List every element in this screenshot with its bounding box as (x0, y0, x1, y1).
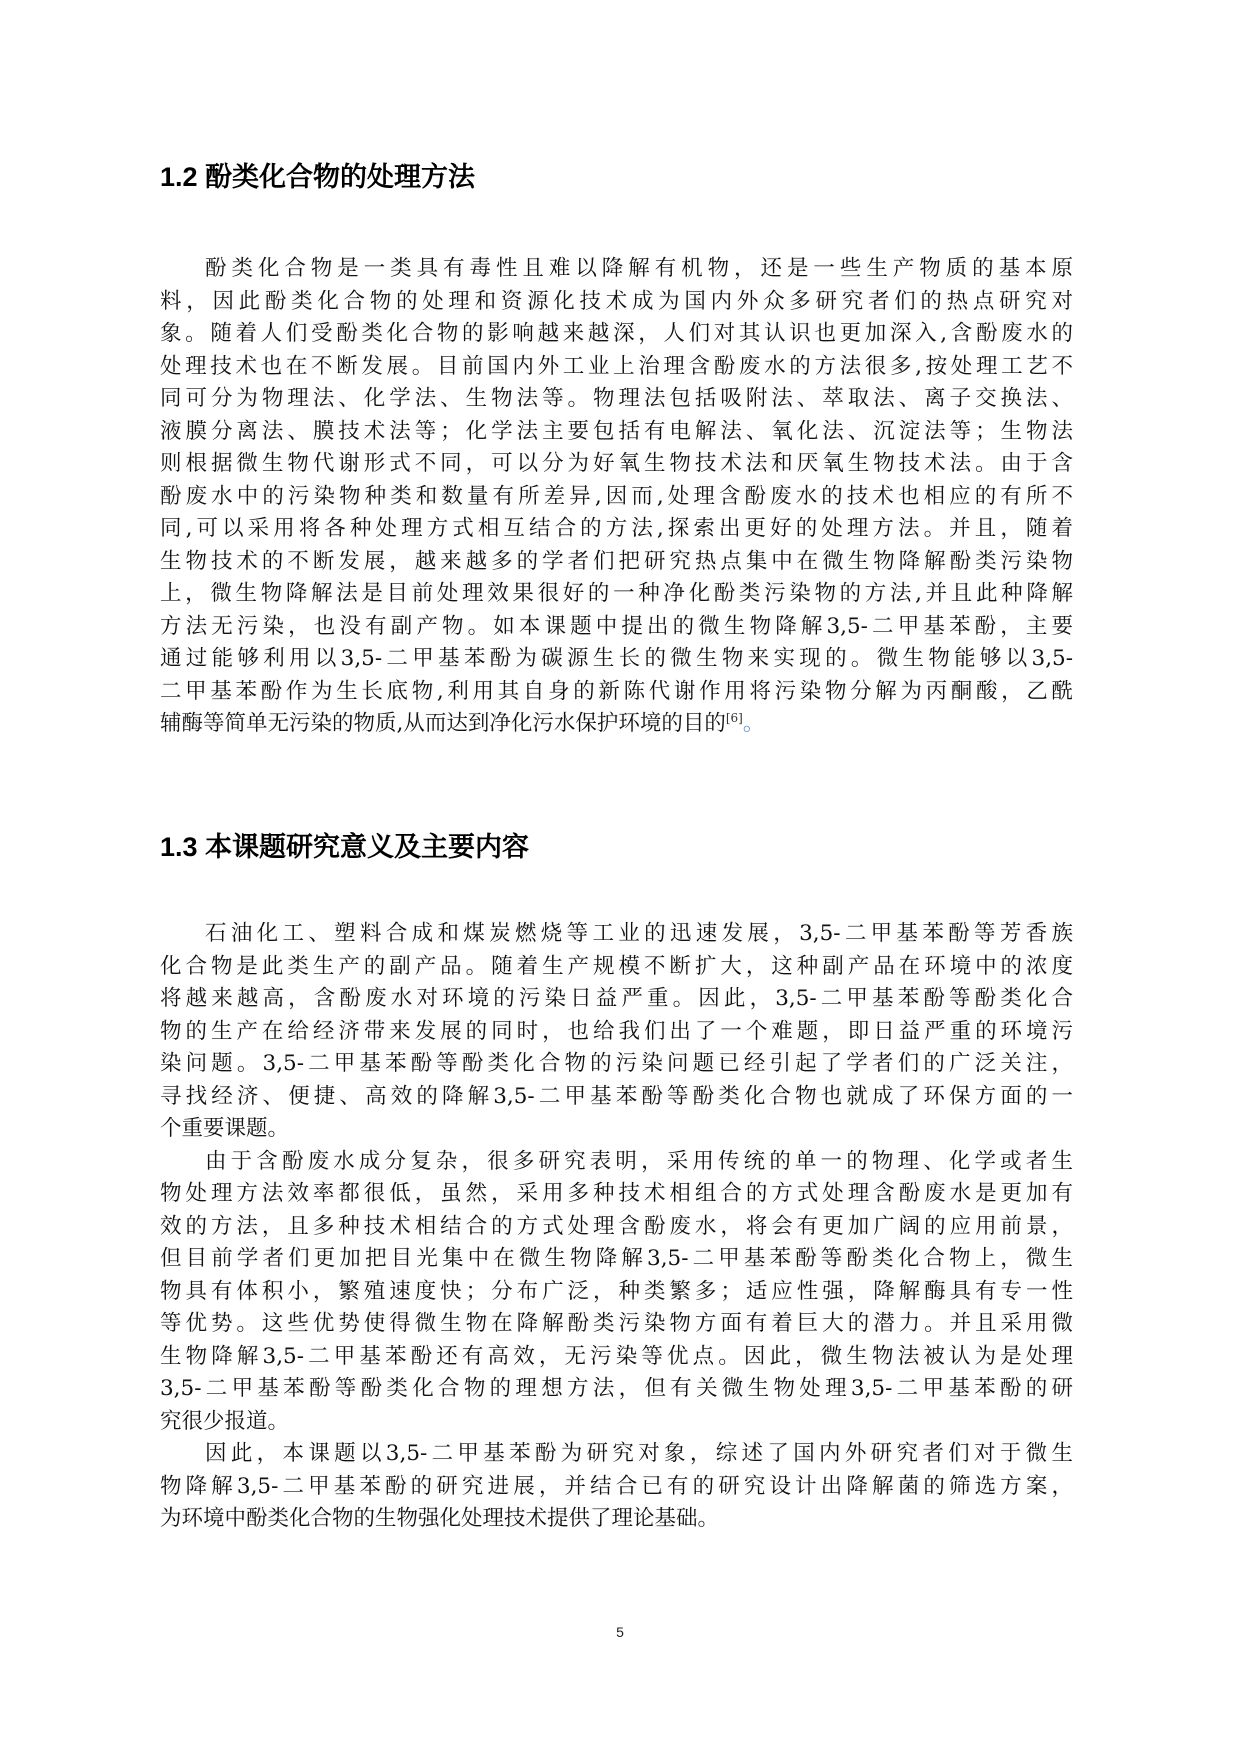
text-line: 处理技术也在不断发展。目前国内外工业上治理含酚废水的方法很多,按处理工艺不 (160, 353, 1073, 379)
section-heading-1-3: 1.3 本课题研究意义及主要内容 (160, 832, 530, 862)
page-number: 5 (616, 1624, 624, 1640)
paragraph-research-significance (160, 918, 1073, 1146)
text-line: 效的方法，且多种技术相结合的方式处理含酚废水，将会有更加广阔的应用前景， (160, 1213, 1073, 1239)
text-line: 同,可以采用将各种处理方式相互结合的方法,探索出更好的处理方法。并且，随着 (160, 516, 1073, 541)
text-line: 物降解3,5-二甲基苯酚的研究进展，并结合已有的研究设计出降解菌的筛选方案， (160, 1473, 1073, 1499)
text-line: 二甲基苯酚作为生长底物,利用其自身的新陈代谢作用将污染物分解为丙酮酸，乙酰 (160, 678, 1073, 704)
text-line: 染问题。3,5-二甲基苯酚等酚类化合物的污染问题已经引起了学者们的广泛关注， (160, 1051, 1073, 1076)
text-line: 物具有体积小，繁殖速度快；分布广泛，种类繁多；适应性强，降解酶具有专一性 (160, 1278, 1073, 1304)
text-line: 物处理方法效率都很低，虽然，采用多种技术相组合的方式处理含酚废水是更加有 (160, 1181, 1073, 1206)
text-line: 究很少报道。 (160, 1408, 290, 1434)
paragraph-research-content (160, 1438, 1073, 1536)
sentence-end-period: 。 (742, 711, 765, 736)
text-line: 个重要课题。 (160, 1116, 290, 1141)
text-line: 石油化工、塑料合成和煤炭燃烧等工业的迅速发展，3,5-二甲基苯酚等芳香族 (205, 921, 1073, 946)
text-line: 3,5-二甲基苯酚等酚类化合物的理想方法，但有关微生物处理3,5-二甲基苯酚的研 (160, 1376, 1073, 1401)
text-line: 液膜分离法、膜技术法等；化学法主要包括有电解法、氧化法、沉淀法等；生物法 (160, 418, 1073, 444)
text-line: 因此，本课题以3,5-二甲基苯酚为研究对象，综述了国内外研究者们对于微生 (205, 1441, 1073, 1466)
section-1-3-body (160, 918, 1073, 1536)
text-fragment: 辅酶等简单无污染的物质,从而达到净化污水保护环境的目的 (160, 711, 726, 736)
text-line: 同可分为物理法、化学法、生物法等。物理法包括吸附法、萃取法、离子交换法、 (160, 386, 1073, 411)
text-line: 酚类化合物是一类具有毒性且难以降解有机物，还是一些生产物质的基本原 (205, 256, 1073, 281)
text-line: 通过能够利用以3,5-二甲基苯酚为碳源生长的微生物来实现的。微生物能够以3,5- (160, 646, 1073, 671)
section-heading-1-2: 1.2 酚类化合物的处理方法 (160, 162, 476, 192)
text-line: 化合物是此类生产的副产品。随着生产规模不断扩大，这种副产品在环境中的浓度 (160, 953, 1073, 979)
text-line: 上，微生物降解法是目前处理效果很好的一种净化酚类污染物的方法,并且此种降解 (160, 581, 1073, 606)
paragraph-phenol-treatment-methods (160, 253, 1073, 741)
text-line: 但目前学者们更加把目光集中在微生物降解3,5-二甲基苯酚等酚类化合物上，微生 (160, 1246, 1073, 1271)
text-line: 为环境中酚类化合物的生物强化处理技术提供了理论基础。 (160, 1506, 720, 1531)
text-line: 酚废水中的污染物种类和数量有所差异,因而,处理含酚废水的技术也相应的有所不 (160, 483, 1073, 509)
text-line: 生物技术的不断发展，越来越多的学者们把研究热点集中在微生物降解酚类污染物 (160, 548, 1073, 574)
text-line: 将越来越高，含酚废水对环境的污染日益严重。因此，3,5-二甲基苯酚等酚类化合 (160, 986, 1073, 1011)
text-line: 物的生产在给经济带来发展的同时，也给我们出了一个难题，即日益严重的环境污 (160, 1018, 1073, 1044)
text-line: 则根据微生物代谢形式不同，可以分为好氧生物技术法和厌氧生物技术法。由于含 (160, 451, 1073, 476)
paragraph-microbial-advantages (160, 1146, 1073, 1439)
text-line: 由于含酚废水成分复杂，很多研究表明，采用传统的单一的物理、化学或者生 (205, 1148, 1073, 1174)
text-line: 寻找经济、便捷、高效的降解3,5-二甲基苯酚等酚类化合物也就成了环保方面的一 (160, 1083, 1073, 1109)
text-line: 生物降解3,5-二甲基苯酚还有高效，无污染等优点。因此，微生物法被认为是处理 (160, 1343, 1073, 1369)
text-line: 料，因此酚类化合物的处理和资源化技术成为国内外众多研究者们的热点研究对 (160, 288, 1073, 314)
text-line: 象。随着人们受酚类化合物的影响越来越深，人们对其认识也更加深入,含酚废水的 (160, 321, 1073, 346)
text-line: 等优势。这些优势使得微生物在降解酚类污染物方面有着巨大的潜力。并且采用微 (160, 1311, 1073, 1336)
text-line: 方法无污染，也没有副产物。如本课题中提出的微生物降解3,5-二甲基苯酚，主要 (160, 613, 1073, 639)
citation-reference[interactable]: [6] (725, 710, 743, 725)
text-line-last (160, 708, 1073, 741)
